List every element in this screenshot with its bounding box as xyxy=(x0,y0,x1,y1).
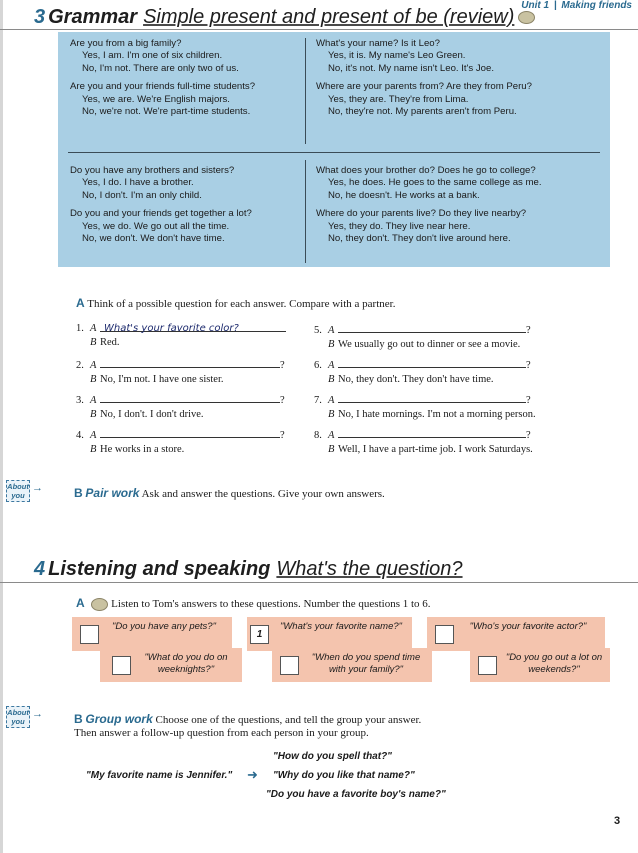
question-mark: ? xyxy=(526,360,531,371)
section-number: 3 xyxy=(34,6,46,28)
instruction-text: Ask and answer the questions. Give your own answers. xyxy=(141,488,385,500)
grammar-answer: No, they're not. My parents aren't from Peru. xyxy=(328,106,517,118)
instruction-text: Listen to Tom's answers to these questions. Number the questions 1 to 6. xyxy=(111,598,431,610)
question-text: "What's your favorite name?" xyxy=(279,621,403,632)
grammar-answer: No, we don't. We don't have time. xyxy=(82,233,225,245)
exercise-item-7 xyxy=(314,392,536,422)
grammar-question: Are you and your friends full-time students? xyxy=(70,81,256,93)
exercise-label: B xyxy=(74,712,83,726)
speaker-a: A xyxy=(328,360,335,371)
answer-text: We usually go out to dinner or see a movie. xyxy=(338,339,521,350)
question-box-3 xyxy=(427,617,605,651)
exercise-item-6 xyxy=(314,357,531,387)
question-text: "When do you spend time with your family?" xyxy=(311,652,421,675)
grammar-answer: Yes, it is. My name's Leo Green. xyxy=(328,50,466,62)
speaker-b: B xyxy=(328,409,335,420)
exercise-item-3 xyxy=(76,392,285,422)
grammar-question: What does your brother do? Does he go to college? xyxy=(316,165,536,176)
answer-text: He works in a store. xyxy=(100,444,185,455)
answer-text: Well, I have a part-time job. I work Saturdays. xyxy=(338,444,533,455)
answer-field[interactable] xyxy=(338,322,526,333)
question-mark: ? xyxy=(526,395,531,406)
title-rule xyxy=(0,29,638,30)
question-mark: ? xyxy=(526,430,531,441)
speaker-b: B xyxy=(328,374,335,385)
question-text: "What do you do on weeknights?" xyxy=(144,652,228,675)
answer-text: Red. xyxy=(100,337,120,348)
you-label: you xyxy=(11,717,25,726)
speaker-b: B xyxy=(90,444,97,455)
item-number: 7. xyxy=(314,395,322,406)
question-box-2 xyxy=(247,617,412,651)
item-number: 8. xyxy=(314,430,322,441)
item-number: 1. xyxy=(76,323,84,334)
page-edge-shadow xyxy=(0,0,3,853)
instruction-text: Choose one of the questions, and tell the group your answer. xyxy=(155,714,422,726)
number-box[interactable] xyxy=(280,656,299,675)
question-text: "Who's your favorite actor?" xyxy=(469,621,587,632)
grammar-answer: No, I don't. I'm an only child. xyxy=(82,189,202,201)
exercise-b-instruction xyxy=(74,486,385,500)
grammar-divider-bottom xyxy=(305,160,306,263)
exercise-title: Group work xyxy=(85,712,153,726)
group-work-instruction xyxy=(74,712,421,726)
question-mark: ? xyxy=(280,430,285,441)
group-work-instruction-2 xyxy=(74,727,369,739)
question-mark: ? xyxy=(526,325,531,336)
grammar-cell-bottom-right xyxy=(316,165,606,245)
question-text: "Do you go out a lot on weekends?" xyxy=(505,652,603,675)
exercise-label: A xyxy=(76,296,85,310)
answer-field[interactable]: What's your favorite color? xyxy=(100,322,286,332)
grammar-question: Where do your parents live? Do they live nearby? xyxy=(316,208,527,220)
you-label: you xyxy=(11,491,25,500)
section-4-title xyxy=(34,558,463,581)
grammar-question: Do you have any brothers and sisters? xyxy=(70,165,235,176)
section-subtitle: What's the question? xyxy=(276,558,463,580)
grammar-answer: Yes, we are. We're English majors. xyxy=(82,93,230,105)
speaker-b: B xyxy=(90,374,97,385)
question-box-6 xyxy=(470,648,610,682)
number-box[interactable] xyxy=(478,656,497,675)
grammar-answer: Yes, I do. I have a brother. xyxy=(82,177,194,189)
grammar-cell-bottom-left xyxy=(70,165,302,245)
arrow-right-icon: ➜ xyxy=(247,767,258,782)
section-subtitle: Simple present and present of be (review) xyxy=(143,6,515,28)
grammar-answer: Yes, they do. They live near here. xyxy=(328,220,471,232)
speaker-a: A xyxy=(328,325,335,336)
title-rule xyxy=(0,582,638,583)
grammar-answer: Yes, he does. He goes to the same college as me. xyxy=(328,177,542,189)
grammar-cell-top-left xyxy=(70,38,302,118)
answer-text: No, I don't. I don't drive. xyxy=(100,409,204,420)
unit-number: 1 xyxy=(543,0,550,11)
grammar-answer: Yes, I am. I'm one of six children. xyxy=(82,50,223,62)
answer-field[interactable] xyxy=(100,392,280,403)
instruction-text: Then answer a follow-up question from each person in your group. xyxy=(74,727,369,739)
speaker-a: A xyxy=(328,395,335,406)
audio-cd-icon xyxy=(91,598,108,611)
number-box[interactable] xyxy=(435,625,454,644)
section-name: Listening and speaking xyxy=(48,558,271,580)
grammar-answer: Yes, they are. They're from Lima. xyxy=(328,93,469,105)
grammar-answer: No, it's not. My name isn't Leo. It's Joe. xyxy=(328,62,494,74)
speaker-b: B xyxy=(90,409,97,420)
page-number: 3 xyxy=(614,815,621,827)
question-mark: ? xyxy=(280,395,285,406)
grammar-question: What's your name? Is it Leo? xyxy=(316,38,440,49)
speech-bubble-icon xyxy=(518,11,535,24)
exercise-item-8 xyxy=(314,427,533,457)
grammar-answer: No, we're not. We're part-time students. xyxy=(82,106,251,118)
grammar-question: Do you and your friends get together a lot? xyxy=(70,208,252,220)
exercise-item-1 xyxy=(76,322,286,350)
exercise-label: A xyxy=(76,596,85,610)
question-text: "Do you have any pets?" xyxy=(112,621,216,632)
grammar-answer: No, they don't. They don't live around here. xyxy=(328,233,511,245)
item-number: 6. xyxy=(314,360,322,371)
unit-separator: | xyxy=(553,0,557,11)
item-number: 5. xyxy=(314,325,322,336)
about-label: About xyxy=(7,482,29,491)
number-box[interactable]: 1 xyxy=(250,625,269,644)
section-number: 4 xyxy=(34,558,46,580)
exercise-a-instruction xyxy=(76,296,395,310)
unit-title: Making friends xyxy=(561,0,632,11)
followup-question: "Why do you like that name?" xyxy=(273,770,415,781)
grammar-answer: No, I'm not. There are only two of us. xyxy=(82,62,239,74)
unit-header xyxy=(521,0,632,11)
speaker-b: B xyxy=(328,339,335,350)
number-box[interactable] xyxy=(80,625,99,644)
grammar-divider-middle xyxy=(68,152,600,153)
grammar-divider-top xyxy=(305,38,306,144)
about-label: About xyxy=(7,708,29,717)
item-number: 2. xyxy=(76,360,84,371)
about-you-tag xyxy=(6,706,30,728)
followup-question: "Do you have a favorite boy's name?" xyxy=(266,789,446,800)
instruction-text: Think of a possible question for each answer. Compare with a partner. xyxy=(87,298,396,310)
question-box-4 xyxy=(100,648,242,682)
answer-field[interactable] xyxy=(100,427,280,438)
speaker-a: A xyxy=(328,430,335,441)
unit-label: Unit xyxy=(521,0,541,11)
answer-text: No, I'm not. I have one sister. xyxy=(100,374,224,385)
answer-text: No, I hate mornings. I'm not a morning person. xyxy=(338,409,536,420)
answer-field[interactable] xyxy=(338,392,526,403)
listening-instruction xyxy=(76,596,431,611)
answer-field[interactable] xyxy=(338,357,526,368)
item-number: 4. xyxy=(76,430,84,441)
example-statement: "My favorite name is Jennifer." xyxy=(86,770,233,781)
about-you-tag xyxy=(6,480,30,502)
number-box[interactable] xyxy=(112,656,131,675)
followup-question: "How do you spell that?" xyxy=(273,751,392,762)
speaker-a: A xyxy=(90,395,97,406)
answer-text: No, they don't. They don't have time. xyxy=(338,374,494,385)
item-number: 3. xyxy=(76,395,84,406)
answer-field[interactable] xyxy=(100,357,280,368)
exercise-label: B xyxy=(74,486,83,500)
question-mark: ? xyxy=(280,360,285,371)
question-box-1 xyxy=(72,617,232,651)
speaker-b: B xyxy=(90,337,97,348)
grammar-question: Where are your parents from? Are they from Peru? xyxy=(316,81,532,93)
speaker-a: A xyxy=(90,360,97,371)
exercise-title: Pair work xyxy=(85,486,140,500)
grammar-cell-top-right xyxy=(316,38,606,118)
speaker-a: A xyxy=(90,323,97,334)
answer-field[interactable] xyxy=(338,427,526,438)
arrow-right-icon: → xyxy=(32,708,43,720)
section-3-title xyxy=(34,6,535,29)
exercise-item-4 xyxy=(76,427,285,457)
speaker-a: A xyxy=(90,430,97,441)
grammar-question: Are you from a big family? xyxy=(70,38,182,49)
section-name: Grammar xyxy=(48,6,138,28)
question-box-5 xyxy=(272,648,432,682)
grammar-answer: Yes, we do. We go out all the time. xyxy=(82,220,230,232)
arrow-right-icon: → xyxy=(32,482,43,494)
grammar-answer: No, he doesn't. He works at a bank. xyxy=(328,189,480,201)
exercise-item-5 xyxy=(314,322,531,352)
speaker-b: B xyxy=(328,444,335,455)
exercise-item-2 xyxy=(76,357,285,387)
